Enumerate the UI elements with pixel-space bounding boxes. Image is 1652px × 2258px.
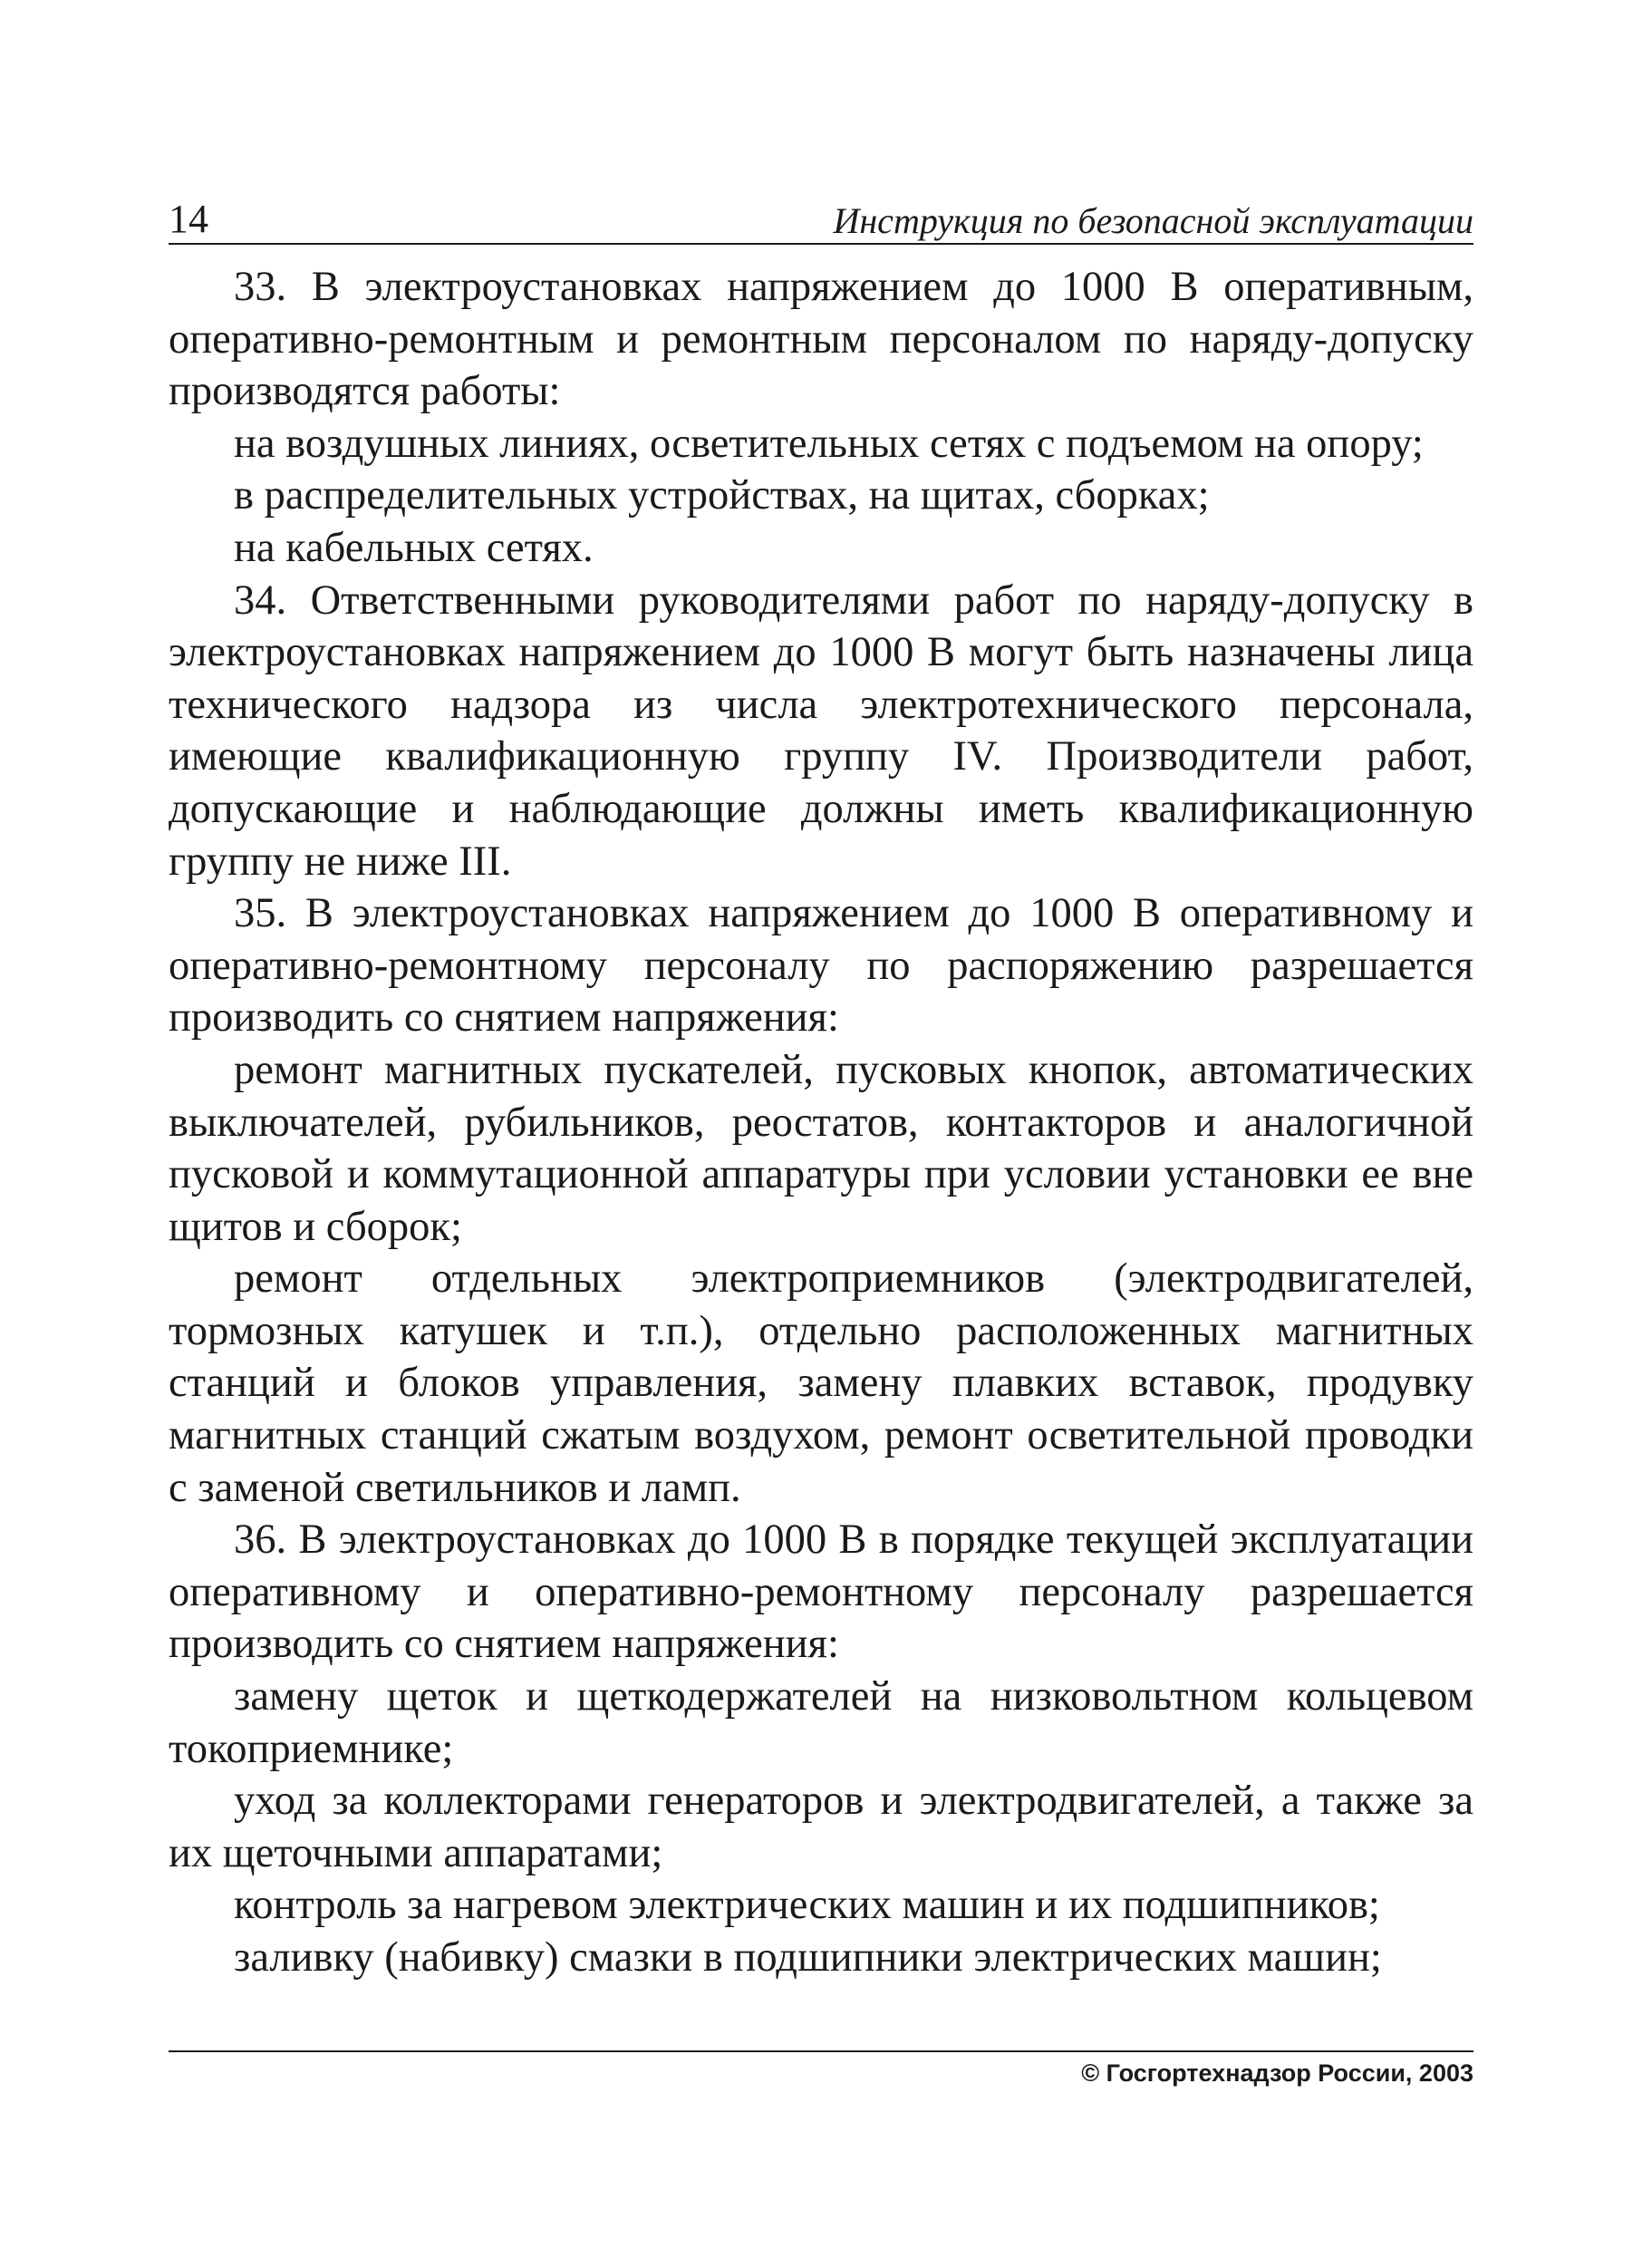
paragraph-36: 36. В электроустановках до 1000 В в порядке текущей эксплуатации оперативному и оперативно-ремонтному персоналу разрешается производить со снятием напряжения: bbox=[169, 1517, 1473, 1668]
copyright-footer: © Госгортехнадзор России, 2003 bbox=[1081, 2059, 1473, 2087]
running-title: Инструкция по безопасной эксплуатации bbox=[833, 200, 1473, 241]
paragraph-33-item-overhead-lines: на воздушных линиях, осветительных сетях с подъемом на опору; bbox=[234, 420, 1424, 467]
paragraph-33-item-switchgear: в распределительных устройствах, на щитах, сборках; bbox=[234, 472, 1210, 519]
page-number: 14 bbox=[169, 197, 208, 241]
paragraph-35-item-starters-repair: ремонт магнитных пускателей, пусковых кнопок, автоматических выключателей, рубильников, реостатов, контакторов и аналогичной пусковой и коммутационной аппаратуры при условии установки ее вне щитов и сборок; bbox=[169, 1046, 1473, 1250]
header-divider bbox=[169, 243, 1473, 245]
paragraph-35-item-receivers-repair: ремонт отдельных электроприемников (электродвигателей, тормозных катушек и т.п.), отдельно расположенных магнитных станций и блоков управления, замену плавких вставок, продувку магнитных станций сжатым воздухом, ремонт осветительной проводки с заменой светильников и ламп. bbox=[169, 1255, 1473, 1511]
page-header bbox=[169, 192, 1473, 243]
paragraph-35: 35. В электроустановках напряжением до 1000 В оперативному и оперативно-ремонтному персоналу по распоряжению разрешается производить со снятием напряжения: bbox=[169, 890, 1473, 1042]
paragraph-33: 33. В электроустановках напряжением до 1000 В оперативным, оперативно-ремонтным и ремонтным персоналом по наряду-допуску производятся работы: bbox=[169, 264, 1473, 415]
paragraph-33-item-cable-networks: на кабельных сетях. bbox=[234, 524, 594, 571]
paragraph-36-item-collectors: уход за коллекторами генераторов и электродвигателей, а также за их щеточными аппаратами; bbox=[169, 1778, 1473, 1876]
paragraph-36-item-lubrication: заливку (набивку) смазки в подшипники электрических машин; bbox=[234, 1934, 1382, 1981]
body-text bbox=[169, 261, 1473, 1984]
footer-divider bbox=[169, 2050, 1473, 2052]
paragraph-36-item-brushes: замену щеток и щеткодержателей на низковольтном кольцевом токоприемнике; bbox=[169, 1673, 1473, 1772]
paragraph-36-item-heating-control: контроль за нагревом электрических машин и их подшипников; bbox=[234, 1882, 1380, 1929]
paragraph-34: 34. Ответственными руководителями работ по наряду-допуску в электроустановках напряжением до 1000 В могут быть назначены лица технического надзора из числа электротехнического персонала, имеющие квалификационную группу IV. Производители работ, допускающие и наблюдающие должны иметь квалификационную группу не ниже III. bbox=[169, 577, 1473, 885]
